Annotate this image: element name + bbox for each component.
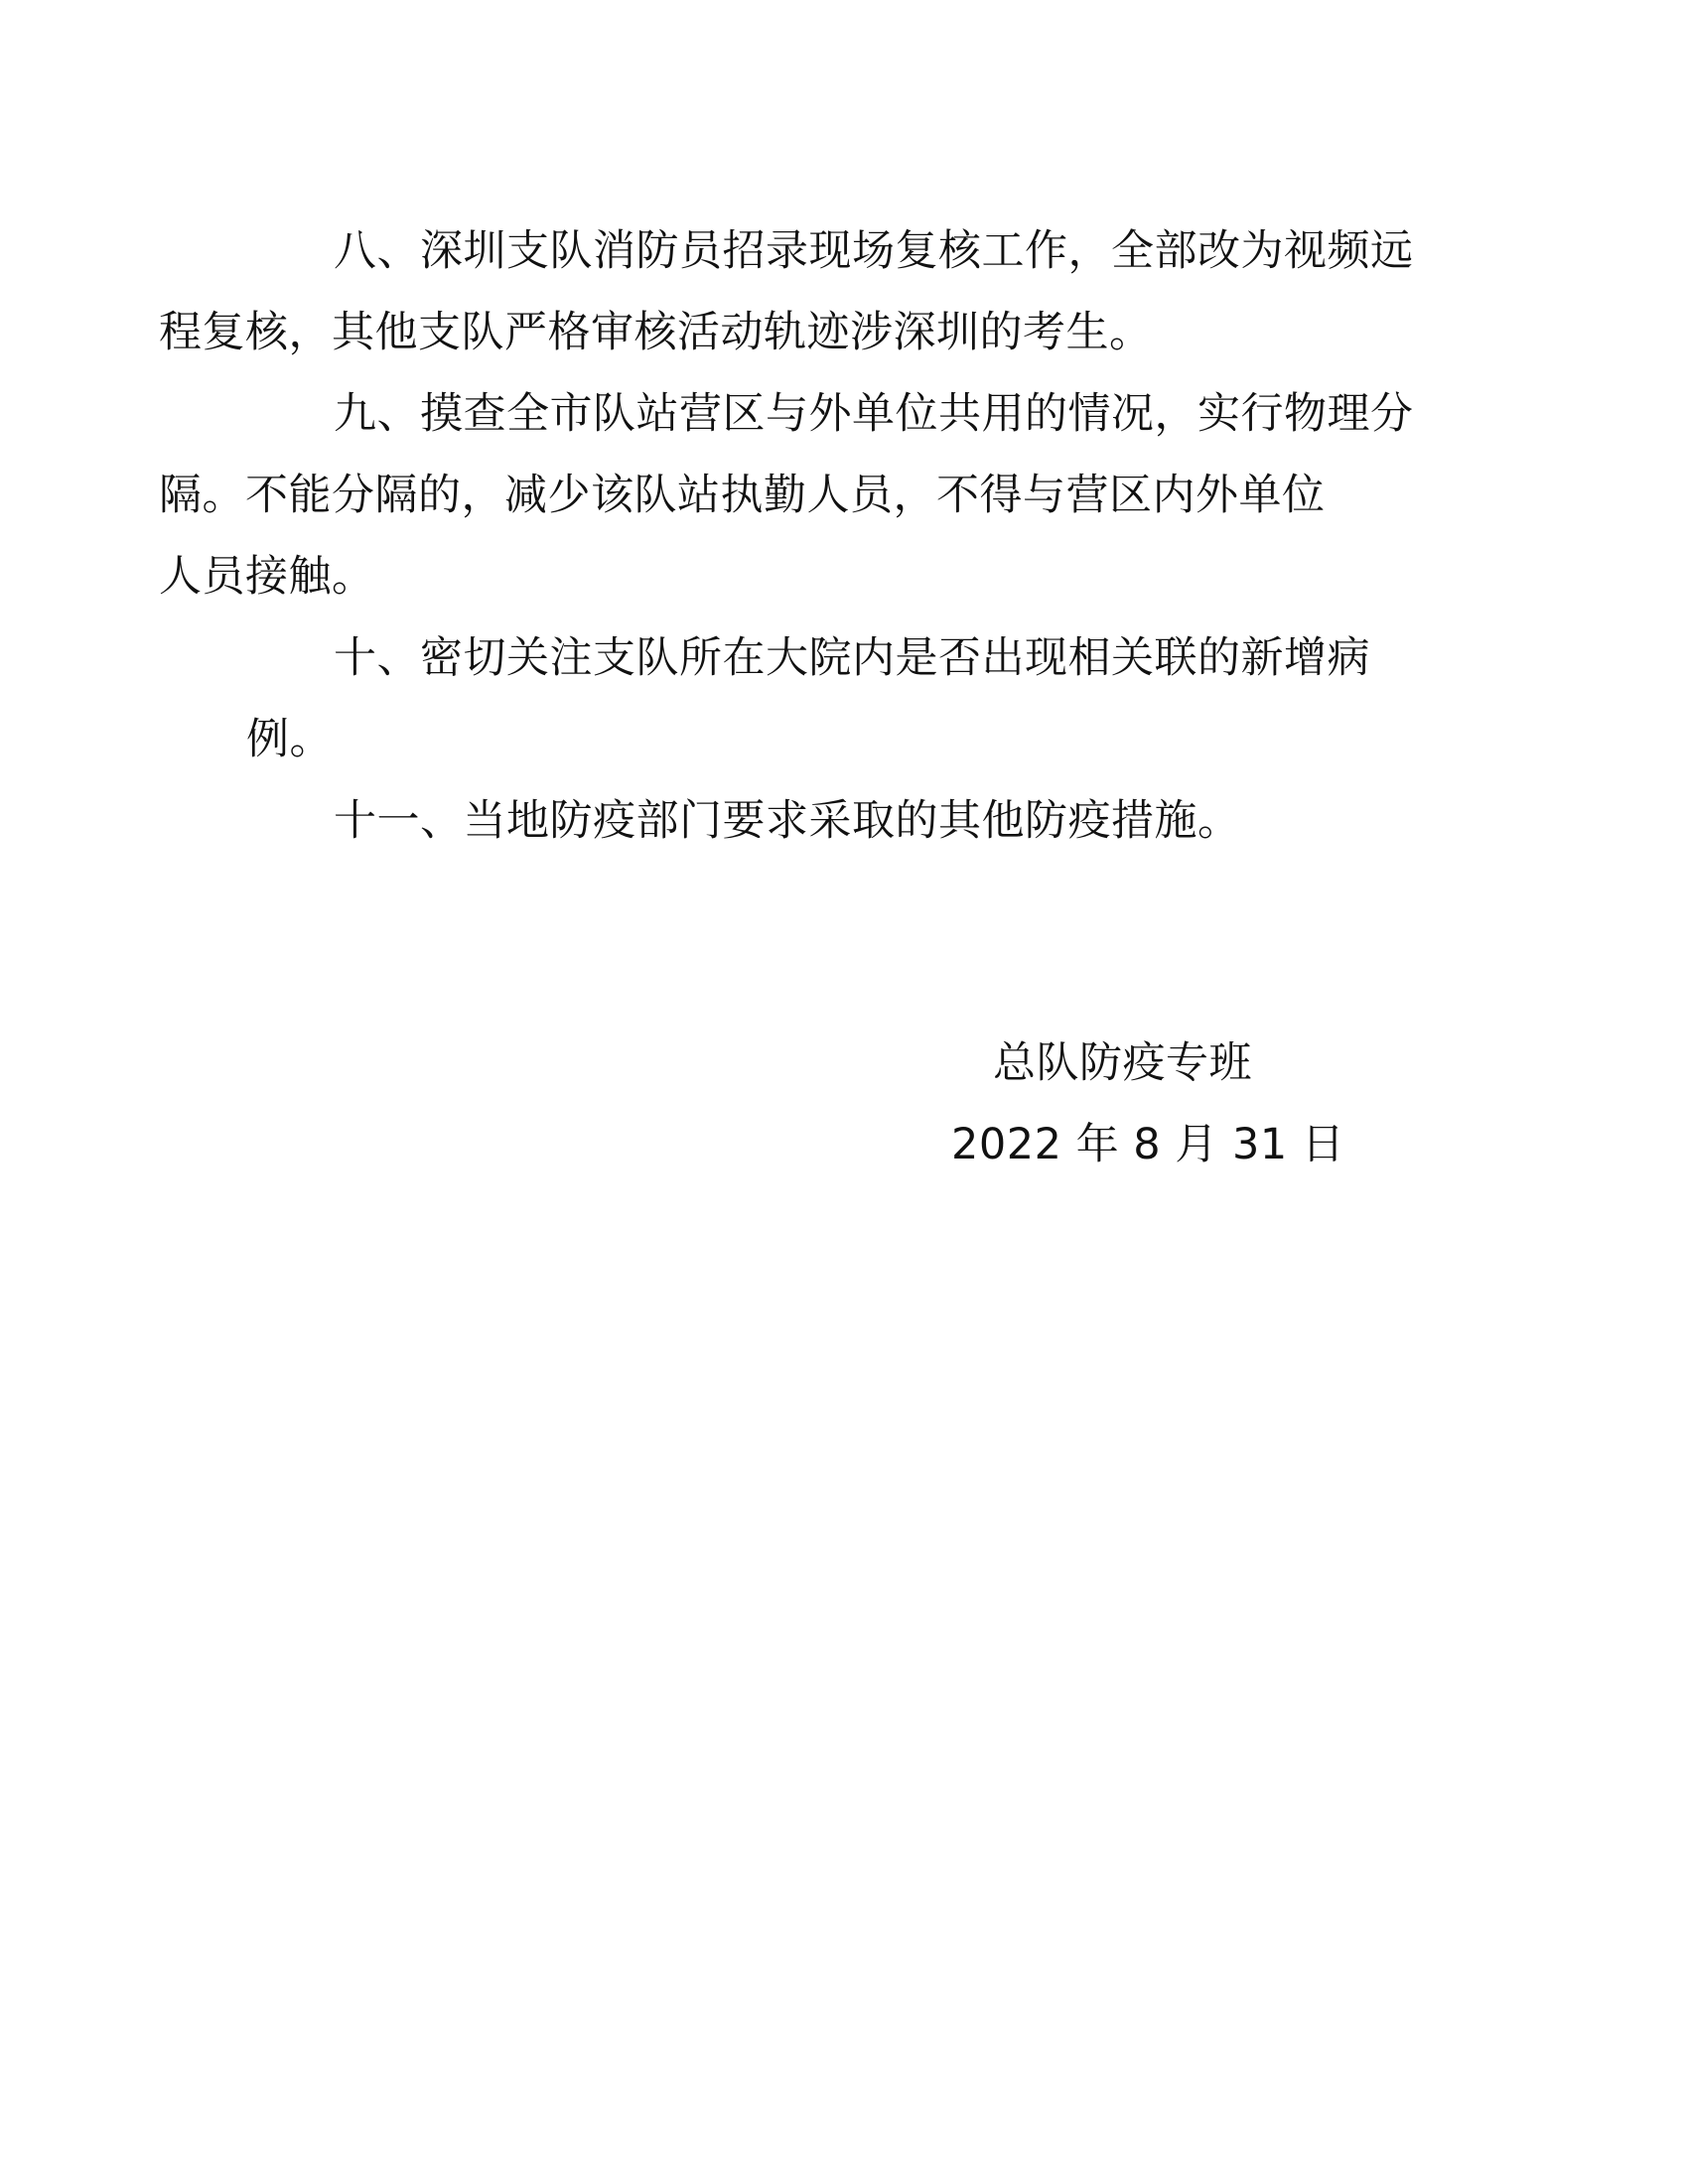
paragraph-line: 人员接触。	[159, 552, 375, 602]
document-body	[159, 210, 1438, 862]
paragraph-item-11	[246, 780, 1438, 862]
paragraph-line: 十、密切关注支队所在大院内是否出现相关联的新增病例。	[246, 633, 1370, 764]
paragraph-line: 隔。不能分隔的，减少该队站执勤人员，不得与营区内外单位	[159, 471, 1326, 520]
signature-organization: 总队防疫专班	[993, 1038, 1252, 1088]
paragraph-line: 程复核，其他支队严格审核活动轨迹涉深圳的考生。	[159, 308, 1153, 357]
paragraph-item-8	[159, 210, 1438, 373]
paragraph-line: 八、深圳支队消防员招录现场复核工作，全部改为视频远	[334, 226, 1414, 276]
signature-date: 2022 年 8 月 31 日	[951, 1120, 1345, 1169]
paragraph-line: 九、摸查全市队站营区与外单位共用的情况，实行物理分	[334, 389, 1414, 439]
paragraph-item-10	[246, 617, 1438, 780]
paragraph-line: 十一、当地防疫部门要求采取的其他防疫措施。	[334, 796, 1241, 846]
paragraph-item-9	[159, 373, 1438, 617]
